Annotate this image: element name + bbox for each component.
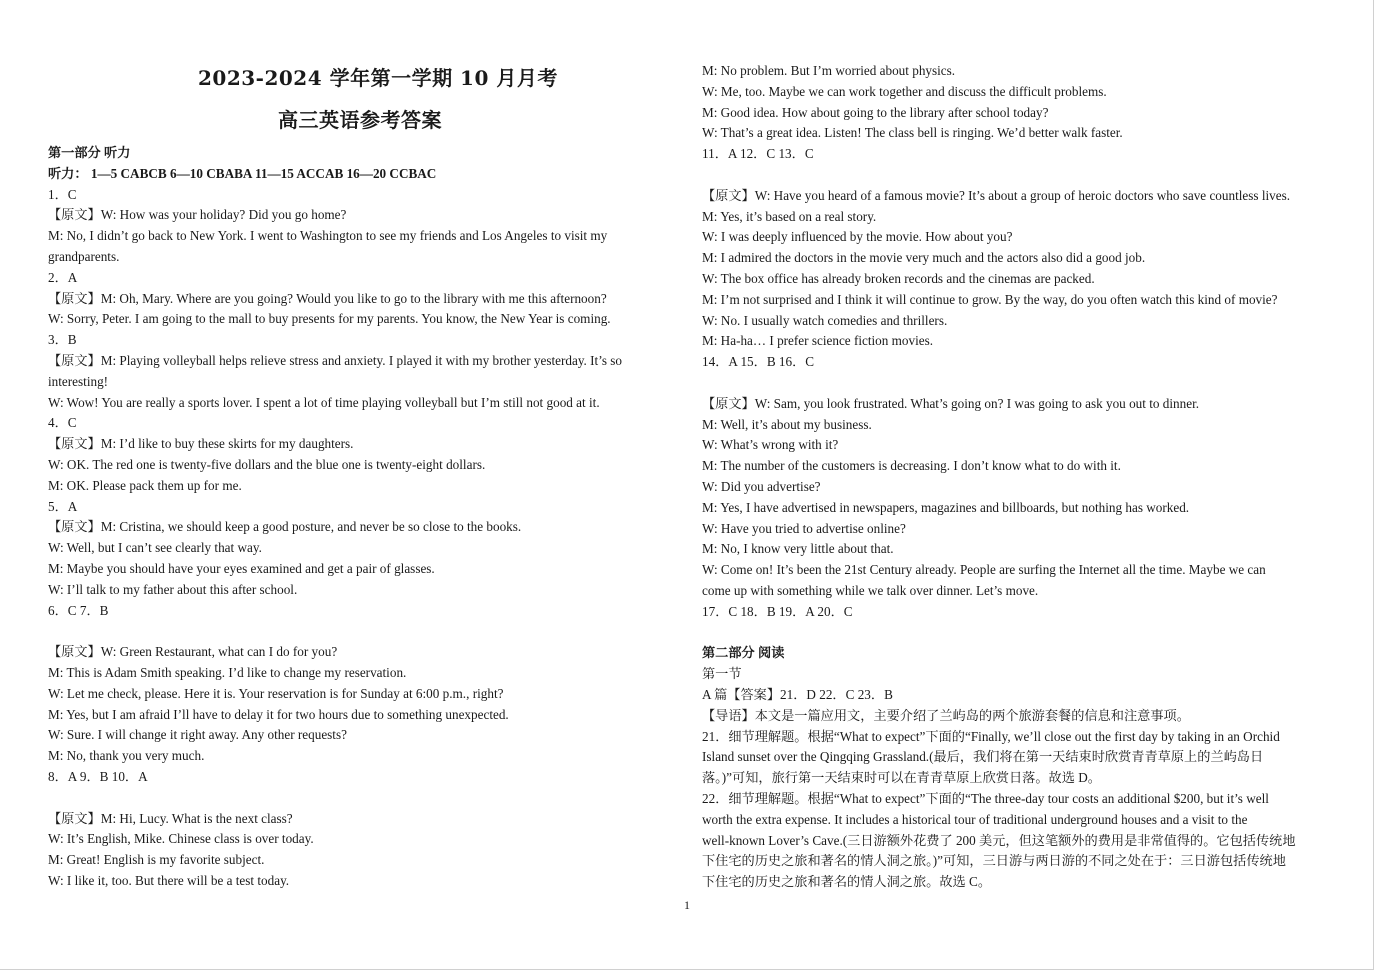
text-line: 【原文】M: I’d like to buy these skirts for my daughters. [48, 436, 354, 452]
text-line: M: Good idea. How about going to the library after school today? [702, 104, 1049, 120]
text-line: M: OK. Please pack them up for me. [48, 477, 242, 493]
text-line: M: No problem. But I’m worried about physics. [702, 63, 956, 78]
text-line: W: Sure. I will change it right away. Any other requests? [48, 727, 347, 743]
text-line: M: Yes, it’s based on a real story. [702, 208, 877, 224]
text-line: 【导语】本文是一篇应用文，主要介绍了兰屿岛的两个旅游套餐的信息和注意事项。 [702, 707, 1190, 723]
text-line: W: Sorry, Peter. I am going to the mall to buy presents for my parents. You know, the New Year is coming. [48, 311, 611, 327]
text-line: 【原文】M: Hi, Lucy. What is the next class? [48, 810, 293, 826]
text-line: 【原文】M: Oh, Mary. Where are you going? Would you like to go to the library with me this afternoon? [48, 290, 607, 306]
page-number: 1 [684, 898, 690, 912]
text-line: 8．A 9．B 10．A [48, 769, 148, 784]
text-line: 听力： 1—5 CABCB 6—10 CBABA 11—15 ACCAB 16—20 CCBAC [48, 165, 437, 181]
text-line: 21．细节理解题。根据“What to expect”下面的“Finally, we’ll close out the first day by taking in an Orchid [702, 728, 1280, 744]
text-line: 1．C [48, 186, 77, 202]
text-line: 6．C 7．B [48, 602, 109, 618]
text-line: W: Come on! It’s been the 21st Century already. People are surfing the Internet all the time. Maybe we can [702, 562, 1266, 578]
text-line: W: Have you tried to advertise online? [702, 520, 906, 536]
text-line: M: I’m not surprised and I think it will continue to grow. By the way, do you often watch this kind of movie? [702, 291, 1278, 307]
text-line: W: Wow! You are really a sports lover. I spent a lot of time playing volleyball but I’m still not good at it. [48, 394, 600, 410]
text-line: W: OK. The red one is twenty-five dollars and the blue one is twenty-eight dollars. [48, 457, 486, 472]
text-line: W: The box office has already broken records and the cinemas are packed. [702, 271, 1095, 286]
text-line: 【原文】W: Sam, you look frustrated. What’s going on? I was going to ask you out to dinner. [702, 395, 1200, 411]
text-line: 【原文】W: How was your holiday? Did you go home? [48, 207, 347, 223]
text-line: 4．C [48, 415, 77, 431]
text-line: W: No. I usually watch comedies and thrillers. [702, 312, 948, 328]
text-line: 第二部分 阅读 [702, 645, 785, 661]
text-line: W: I’ll talk to my father about this after school. [48, 581, 298, 597]
text-line: M: This is Adam Smith speaking. I’d like to change my reservation. [48, 665, 407, 680]
text-line: M: Maybe you should have your eyes examined and get a pair of glasses. [48, 561, 435, 576]
text-line: M: No, I didn’t go back to New York. I went to Washington to see my friends and Los Angeles to visit my [48, 228, 608, 244]
text-line: M: Yes, I have advertised in newspapers, magazines and billboards, but nothing has worked. [702, 499, 1190, 515]
text-line: grandparents. [48, 249, 120, 264]
text-line: 14．A 15．B 16．C [702, 354, 815, 370]
text-line: W: Let me check, please. Here it is. Your reservation is for Sunday at 6:00 p.m., right? [48, 685, 504, 701]
text-line: worth the extra expense. It includes a historical tour of traditional underground houses and a visit to the [702, 811, 1248, 827]
text-line: M: Great! English is my favorite subject. [48, 852, 265, 868]
text-line: W: That’s a great idea. Listen! The class bell is ringing. We’d better walk faster. [702, 125, 1123, 141]
text-line: W: Did you advertise? [702, 479, 821, 494]
text-line: 2．A [48, 269, 78, 285]
text-line: 【原文】W: Have you heard of a famous movie? It’s about a group of heroic doctors who save countless lives. [702, 187, 1291, 203]
text-line: W: It’s English, Mike. Chinese class is over today. [48, 831, 314, 847]
text-line: come up with something while we talk over dinner. Let’s move. [702, 583, 1039, 598]
text-line: 【原文】M: Playing volleyball helps relieve stress and anxiety. I played it with my brother yesterday. It’s so [48, 353, 623, 368]
text-line: W: I was deeply influenced by the movie. How about you? [702, 229, 1013, 245]
text-line: M: Well, it’s about my business. [702, 416, 872, 432]
text-line: 5．A [48, 498, 78, 514]
text-line: M: The number of the customers is decreasing. I don’t know what to do with it. [702, 458, 1121, 474]
text-line: W: I like it, too. But there will be a test today. [48, 873, 290, 888]
text-line: 【原文】M: Cristina, we should keep a good posture, and never be so close to the books. [48, 519, 522, 535]
text-line: 落。)”可知，旅行第一天结束时可以在青青草原上欣赏日落。故选 D。 [702, 770, 1101, 786]
text-line: W: What’s wrong with it? [702, 437, 839, 453]
document-title: 2023-2024 学年第一学期 10 月月考 [198, 66, 558, 90]
text-line: 第一部分 听力 [48, 145, 131, 160]
text-line: M: No, I know very little about that. [702, 541, 894, 557]
document-subtitle: 高三英语参考答案 [278, 108, 442, 132]
text-line: 下住宅的历史之旅和著名的情人洞之旅。故选 C。 [702, 874, 992, 890]
text-line: interesting! [48, 373, 109, 389]
text-line: M: Yes, but I am afraid I’ll have to delay it for two hours due to something unexpected. [48, 706, 509, 722]
text-line: M: I admired the doctors in the movie very much and the actors also did a good job. [702, 250, 1146, 266]
text-line: 17．C 18．B 19．A 20．C [702, 603, 853, 619]
text-line: A 篇【答案】21．D 22．C 23．B [702, 687, 893, 702]
text-line: W: Me, too. Maybe we can work together and discuss the difficult problems. [702, 83, 1107, 99]
text-line: 下住宅的历史之旅和著名的情人洞之旅。)”可知，三日游与两日游的不同之处在于：三日游包括传统地 [702, 853, 1286, 869]
text-line: 3．B [48, 332, 77, 348]
text-line: M: No, thank you very much. [48, 748, 205, 764]
text-line: 第一节 [702, 666, 742, 682]
text-line: 【原文】W: Green Restaurant, what can I do for you? [48, 644, 338, 660]
text-line: M: Ha-ha… I prefer science fiction movies. [702, 333, 934, 349]
text-line: 11．A 12．C 13．C [702, 146, 814, 162]
text-line: well-known Lover’s Cave.(三日游额外花费了 200 美元，但这笔额外的费用是非常值得的。它包括传统地 [702, 832, 1296, 848]
text-line: 22．细节理解题。根据“What to expect”下面的“The three-day tour costs an additional $200, but it’s well [702, 791, 1269, 806]
text-line: Island sunset over the Qingqing Grassland.(最后，我们将在第一天结束时欣赏青青草原上的兰屿岛日 [702, 749, 1264, 765]
text-line: W: Well, but I can’t see clearly that way. [48, 540, 262, 556]
